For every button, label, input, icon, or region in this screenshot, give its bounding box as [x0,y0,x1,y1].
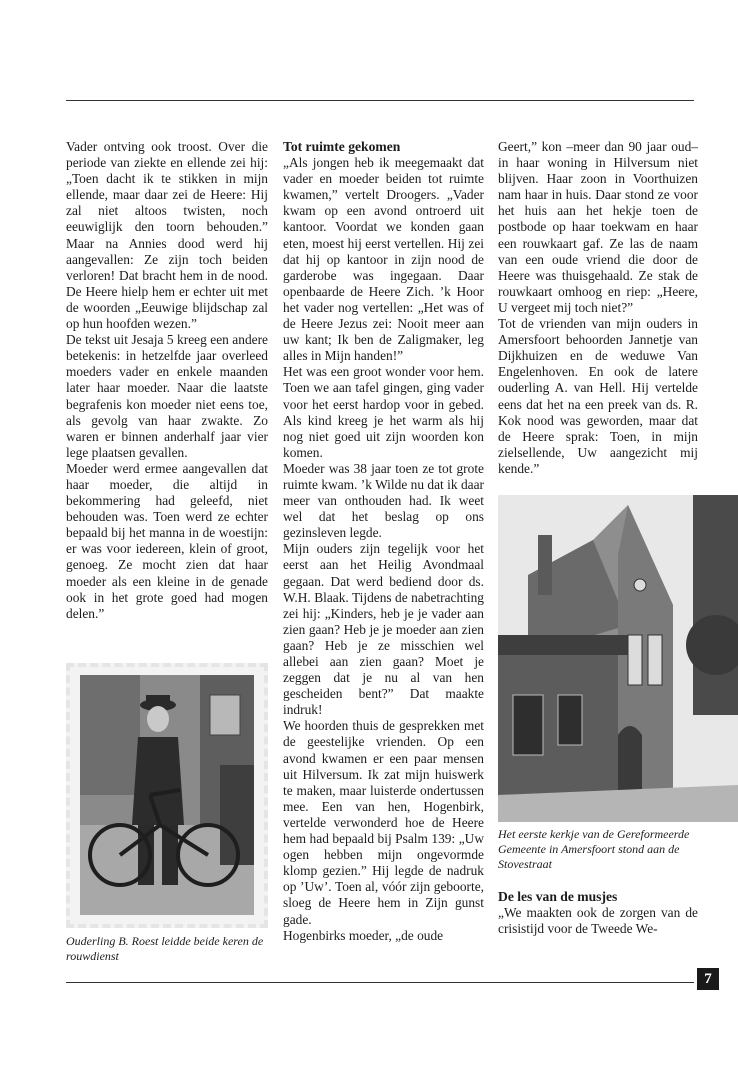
church-illustration [498,495,738,822]
header-rule [66,100,694,101]
section-heading: De les van de musjes [498,889,618,904]
paragraph: Vader ontving ook troost. Over die periode van ziekte en ellende zei hij: „Toen dacht ik te stikken in mijn ellende, maar daar zei de Heere: Hij zal niet altoos twisten, noch eeuwiglijk den toorn behouden.” Maar na Annies dood werd hij aangevallen: Ze zijn toch beiden verloren! Dat bracht hem in de nood. De Heere hielp hem er echter uit met de woorden „Eeuwige blijdschap zal op hun hoofden wezen.” [66,139,268,332]
paragraph: Tot de vrienden van mijn ouders in Amersfoort behoorden Jannetje van Dijkhuizen en de weduwe Van Engelenhoven. En ook de latere ouderling A. van Hell. Hij vertelde eens dat het na een preek van ds. R. Kok nood was geworden, maar dat de Heere sprak: Toen, in mijn zielsellende, Uw aangezicht mij kende.” [498,316,698,476]
photo-caption-church: Het eerste kerkje van de Gereformeerde Gemeente in Amersfoort stond aan de Stovestraat [498,827,690,871]
paragraph: Geert,” kon –meer dan 90 jaar oud– in haar woning in Hilversum niet blijven. Haar zoon in Voorthuizen nam haar in huis. Daar stond ze voor het huis aan het hekje toen de postbode op haar toekwam en haar een rouwkaart gaf. Ze las de naam van een oude vriend die door de Heere was thuisgehaald. Ze stak de rouwkaart omhoog en riep: „Heere, U vergeet mij toch niet?” [498,139,698,315]
paragraph: Hogenbirks moeder, „de oude [283,927,444,943]
paragraph: Moeder werd ermee aangevallen dat haar moeder, die altijd in bekommering had geleefd, niet behouden was. Toen werd ze echter bepaald bij het manna in de woestijn: er was voor iedereen, klein of groot, genoeg. Ze mocht zien dat haar moeder als een kleine in de genade ook in het grote goed had mogen delen.” [66,460,268,621]
article-column-1 [66,139,268,622]
page-number: 7 [697,968,719,990]
paragraph: „We maakten ook de zorgen van de crisistijd voor de Tweede We- [498,905,698,937]
paragraph: Het was een groot wonder voor hem. Toen we aan tafel gingen, ging vader voor het eerst hardop voor in gebed. Als kind kreeg je het warm als hij nog niet goed uit zijn woorden kon komen. [283,364,484,460]
paragraph: „Als jongen heb ik meegemaakt dat vader en moeder beiden tot ruimte kwamen,” vertelt Droogers. „Vader kwam op een avond ontroerd uit kantoor. Voordat we konden gaan eten, moest hij eerst vertellen. Hij zei dat hij op kantoor in zijn nood de garderobe was ingegaan. Daar openbaarde de Heere Zich. ’k Hoor het vader nog vertellen: „Het was of de Heere Jezus zei: Nooit meer aan uw kant; Ik ben de Zaligmaker, leg alles in Mijn handen!” [283,155,484,364]
paragraph: We hoorden thuis de gesprekken met de geestelijke vrienden. Op een avond kwamen er een paar mensen uit Hilversum. Ik zat mijn huiswerk te maken, maar luisterde ondertussen mee. Een van hen, Hogenbirk, vertelde verwonderd hoe de Heere hem had bepaald bij Psalm 139: „Uw ogen hebben mijn ongevormde klomp gezien.” Hij legde de nadruk op ’Uw’. Toen al, vóór zijn geboorte, sloeg de Heere hem in Zijn gunst gade. [283,718,484,927]
photo-caption-elder: Ouderling B. Roest leidde beide keren de rouwdienst [66,934,264,963]
article-column-2 [283,139,484,944]
paragraph: Moeder was 38 jaar toen ze tot grote ruimte kwam. ’k Wilde nu dat ik daar meer van onthouden had. Ik weet wel dat het beslag op ons gezinsleven legde. [283,460,484,541]
section-heading: Tot ruimte gekomen [283,139,401,154]
article-column-3 [498,139,698,477]
paragraph: De tekst uit Jesaja 5 kreeg een andere betekenis: in hetzelfde jaar overleed moeders vader en enkele maanden later haar moeder. Naar die laatste begrafenis kon moeder niet eens toe, als gevolg van haar zwakte. Zo waren er binnen anderhalf jaar vier lege plaatsen gevallen. [66,332,268,460]
footer-rule [66,982,694,983]
photo-elder-with-bicycle [66,663,268,928]
photo-church-stovestraat [498,495,738,822]
elder-bicycle-illustration [80,675,254,915]
paragraph: Mijn ouders zijn tegelijk voor het eerst aan het Heilig Avondmaal gegaan. Dat werd bediend door ds. W.H. Blaak. Tijdens de nabetrachting zei hij: „Kinders, heb je je vader aan zien gaan? Heb je je moeder aan zien gaan? Heb je ze misschien wel allebei aan zien gaan? Moet je zeggen dat je nu al van hen gescheiden bent?” Dat maakte indruk! [283,541,484,718]
article-column-3-continued [498,905,698,937]
